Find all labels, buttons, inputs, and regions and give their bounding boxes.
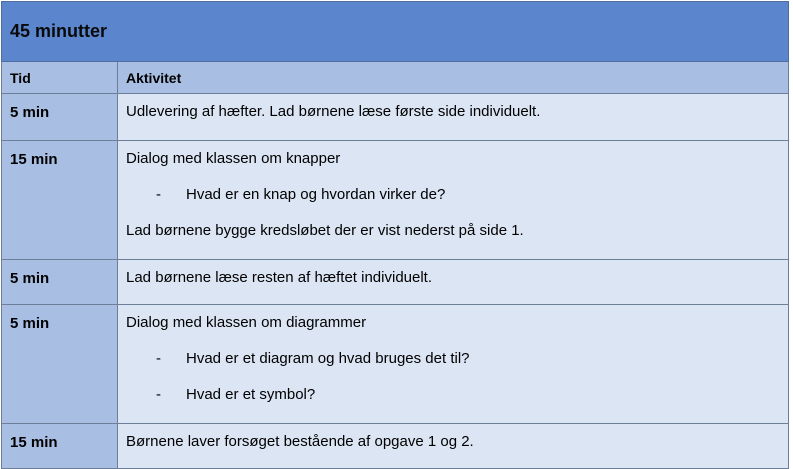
table-title: 45 minutter <box>2 2 789 62</box>
bullet-marker: - <box>156 186 161 203</box>
activity-text: Børnene laver forsøget bestående af opgave 1 og 2. <box>126 433 474 450</box>
time-cell: 5 min <box>2 305 118 424</box>
time-cell: 5 min <box>2 94 118 141</box>
table-row <box>2 424 789 469</box>
activity-cell <box>118 141 789 260</box>
bullet-text: Hvad er et symbol? <box>186 386 316 403</box>
activity-cell <box>118 260 789 305</box>
time-cell: 15 min <box>2 424 118 469</box>
bullet-marker: - <box>156 386 161 403</box>
bullet-text: Hvad er en knap og hvordan virker de? <box>186 186 446 203</box>
table-row <box>2 305 789 424</box>
activity-cell <box>118 424 789 469</box>
header-row <box>2 62 789 94</box>
time-cell: 15 min <box>2 141 118 260</box>
activity-cell <box>118 305 789 424</box>
bullet-marker: - <box>156 350 161 367</box>
table-row <box>2 94 789 141</box>
activity-text: Dialog med klassen om knapper <box>126 150 341 167</box>
lesson-plan-table <box>1 1 789 469</box>
activity-cell <box>118 94 789 141</box>
bullet-item <box>126 341 780 377</box>
bullet-text: Hvad er et diagram og hvad bruges det til? <box>186 350 470 367</box>
header-time: Tid <box>2 62 118 94</box>
table-row <box>2 141 789 260</box>
time-cell: 5 min <box>2 260 118 305</box>
activity-text: Dialog med klassen om diagrammer <box>126 314 367 331</box>
bullet-item <box>126 377 780 413</box>
table-row <box>2 260 789 305</box>
header-activity: Aktivitet <box>118 62 789 94</box>
activity-text: Lad børnene bygge kredsløbet der er vist nederst på side 1. <box>126 222 524 239</box>
activity-text: Udlevering af hæfter. Lad børnene læse første side individuelt. <box>126 103 541 120</box>
activity-text: Lad børnene læse resten af hæftet individuelt. <box>126 269 433 286</box>
bullet-item <box>126 177 780 213</box>
title-row <box>2 2 789 62</box>
